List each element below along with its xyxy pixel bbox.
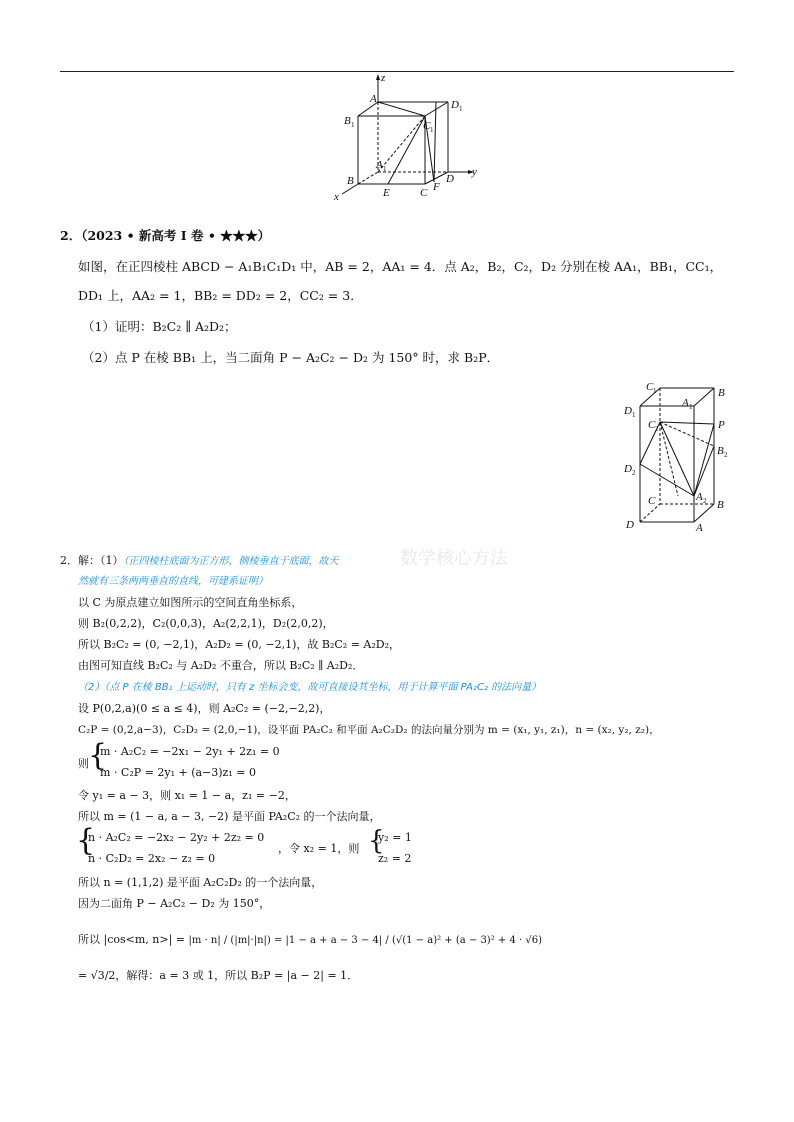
svg-text:1: 1 (351, 121, 355, 129)
svg-text:1: 1 (689, 403, 693, 411)
solution-line-5: 设 P(0,2,a)(0 ≤ a ≤ 4)，则 A₂C₂ = (−2,−2,2)， (78, 702, 331, 715)
label-P: P (718, 419, 725, 431)
system-1-eq-2: m · C₂P = 2y₁ + (a−3)z₁ = 0 (100, 766, 256, 779)
label-B: B (347, 175, 354, 187)
label-A: A (370, 93, 377, 105)
solution-line-4: 由图可知直线 B₂C₂ 与 A₂D₂ 不重合，所以 B₂C₂ ∥ A₂D₂． (78, 659, 364, 672)
label-C1: C (646, 381, 654, 393)
axis-x-label: x (334, 191, 339, 203)
svg-text:1: 1 (383, 165, 387, 173)
label-D1: D (451, 99, 459, 111)
label-B2: B (717, 445, 724, 457)
svg-text:1: 1 (632, 411, 636, 419)
problem-header: 2．（2023 • 新高考 I 卷 • ★★★） (60, 228, 271, 243)
label-B1: B (344, 115, 351, 127)
cos-formula: |m · n| / (|m|·|n|) = |1 − a + a − 3 − 4| / (√(1 − a)² + (a − 3)² + 4 · √6) (188, 935, 542, 946)
prism-figure (618, 376, 738, 536)
solution-line-8: 令 y₁ = a − 3，则 x₁ = 1 − a，z₁ = −2， (78, 789, 296, 802)
solution-line-14: = √3/2，解得：a = 3 或 1，所以 B₂P = |a − 2| = 1． (78, 969, 359, 982)
system-3-eq-1: y₂ = 1 (378, 831, 412, 844)
label-C1: C (423, 120, 431, 132)
label-A1: A (682, 397, 689, 409)
svg-text:2: 2 (703, 497, 707, 505)
label-A2: A (696, 491, 703, 503)
svg-text:2: 2 (724, 451, 728, 459)
problem-part-2: （2）点 P 在棱 BB₁ 上，当二面角 P − A₂C₂ − D₂ 为 150° 时，求 B₂P． (82, 350, 500, 365)
label-B1: B (718, 387, 725, 399)
cube-coordinate-figure (330, 72, 480, 204)
label-D: D (446, 173, 454, 185)
solution-line-6: C₂P = (0,2,a−3)，C₂D₂ = (2,0,−1)，设平面 PA₂C₂ 和平面 A₂C₂D₂ 的法向量分别为 m = (x₁, y₁, z₁)，n = (x₂, y₂, z₂)， (78, 724, 660, 736)
svg-text:1: 1 (459, 105, 463, 113)
problem-part-1: （1）证明：B₂C₂ ∥ A₂D₂； (82, 319, 237, 334)
svg-text:2: 2 (655, 425, 659, 433)
solution-line-13: 所以 |cos<m, n>| = |m · n| / (|m|·|n|) = |1 − a + a − 3 − 4| / (√(1 − a)² + (a − 3)² + 4 · √6) (78, 933, 542, 946)
label-C: C (648, 495, 656, 507)
solution-line-11: 所以 n = (1,1,2) 是平面 A₂C₂D₂ 的一个法向量， (78, 876, 323, 889)
solution-then: 则 (78, 757, 89, 770)
watermark: 数学核心方法 (400, 548, 508, 569)
solution-line-3: 所以 B₂C₂ = (0, −2,1)，A₂D₂ = (0, −2,1)，故 B₂C₂ = A₂D₂， (78, 638, 400, 651)
system-brace-2: { (76, 823, 96, 858)
svg-text:2: 2 (632, 469, 636, 477)
solution-head: 2．解：（1）（正四棱柱底面为正方形，侧棱垂直于底面，故天 (60, 554, 339, 567)
svg-text:1: 1 (430, 126, 434, 134)
label-D1: D (624, 405, 632, 417)
solution-note-2: （2）（点 P 在棱 BB₁ 上运动时，只有 z 坐标会变，故可直接设其坐标，用于计算平面 PA₂C₂ 的法向量） (78, 682, 542, 693)
problem-line-1: 如图，在正四棱柱 ABCD − A₁B₁C₁D₁ 中，AB = 2，AA₁ = 4．点 A₂，B₂，C₂，D₂ 分别在棱 AA₁，BB₁，CC₁， (78, 259, 723, 274)
system-2-eq-2: n · C₂D₂ = 2x₂ − z₂ = 0 (88, 852, 216, 865)
label-B: B (717, 499, 724, 511)
system-1-eq-1: m · A₂C₂ = −2x₁ − 2y₁ + 2z₁ = 0 (100, 745, 280, 758)
label-E: E (383, 187, 390, 199)
svg-text:1: 1 (653, 387, 657, 395)
axis-y-label: y (472, 166, 477, 178)
solution-line-1: 以 C 为原点建立如图所示的空间直角坐标系， (78, 596, 303, 609)
axis-z-label: z (381, 72, 386, 84)
label-A: A (696, 522, 703, 534)
label-A1: A (376, 159, 383, 171)
system-2-eq-1: n · A₂C₂ = −2x₂ − 2y₂ + 2z₂ = 0 (88, 831, 265, 844)
system-3-eq-2: z₂ = 2 (378, 852, 412, 865)
problem-line-2: DD₁ 上，AA₂ = 1，BB₂ = DD₂ = 2，CC₂ = 3． (78, 288, 363, 303)
solution-note-1a: （正四棱柱底面为正方形，侧棱垂直于底面，故天 (123, 556, 339, 567)
system-brace-3: { (368, 826, 385, 856)
solution-line-12: 因为二面角 P − A₂C₂ − D₂ 为 150°， (78, 897, 271, 910)
solution-line-2: 则 B₂(0,2,2)，C₂(0,0,3)，A₂(2,2,1)，D₂(2,0,2)， (78, 617, 334, 630)
solution-note-1b: 然就有三条两两垂直的直线，可建系证明） (78, 576, 268, 587)
label-D2: D (624, 463, 632, 475)
label-C: C (420, 187, 428, 199)
label-D: D (626, 519, 634, 531)
label-C2: C (648, 419, 656, 431)
solution-line-9: 所以 m = (1 − a, a − 3, −2) 是平面 PA₂C₂ 的一个法向量， (78, 810, 381, 823)
system-2-mid: ，令 x₂ = 1，则 (278, 842, 360, 855)
label-F: F (433, 181, 440, 193)
system-brace-1: { (88, 738, 108, 773)
